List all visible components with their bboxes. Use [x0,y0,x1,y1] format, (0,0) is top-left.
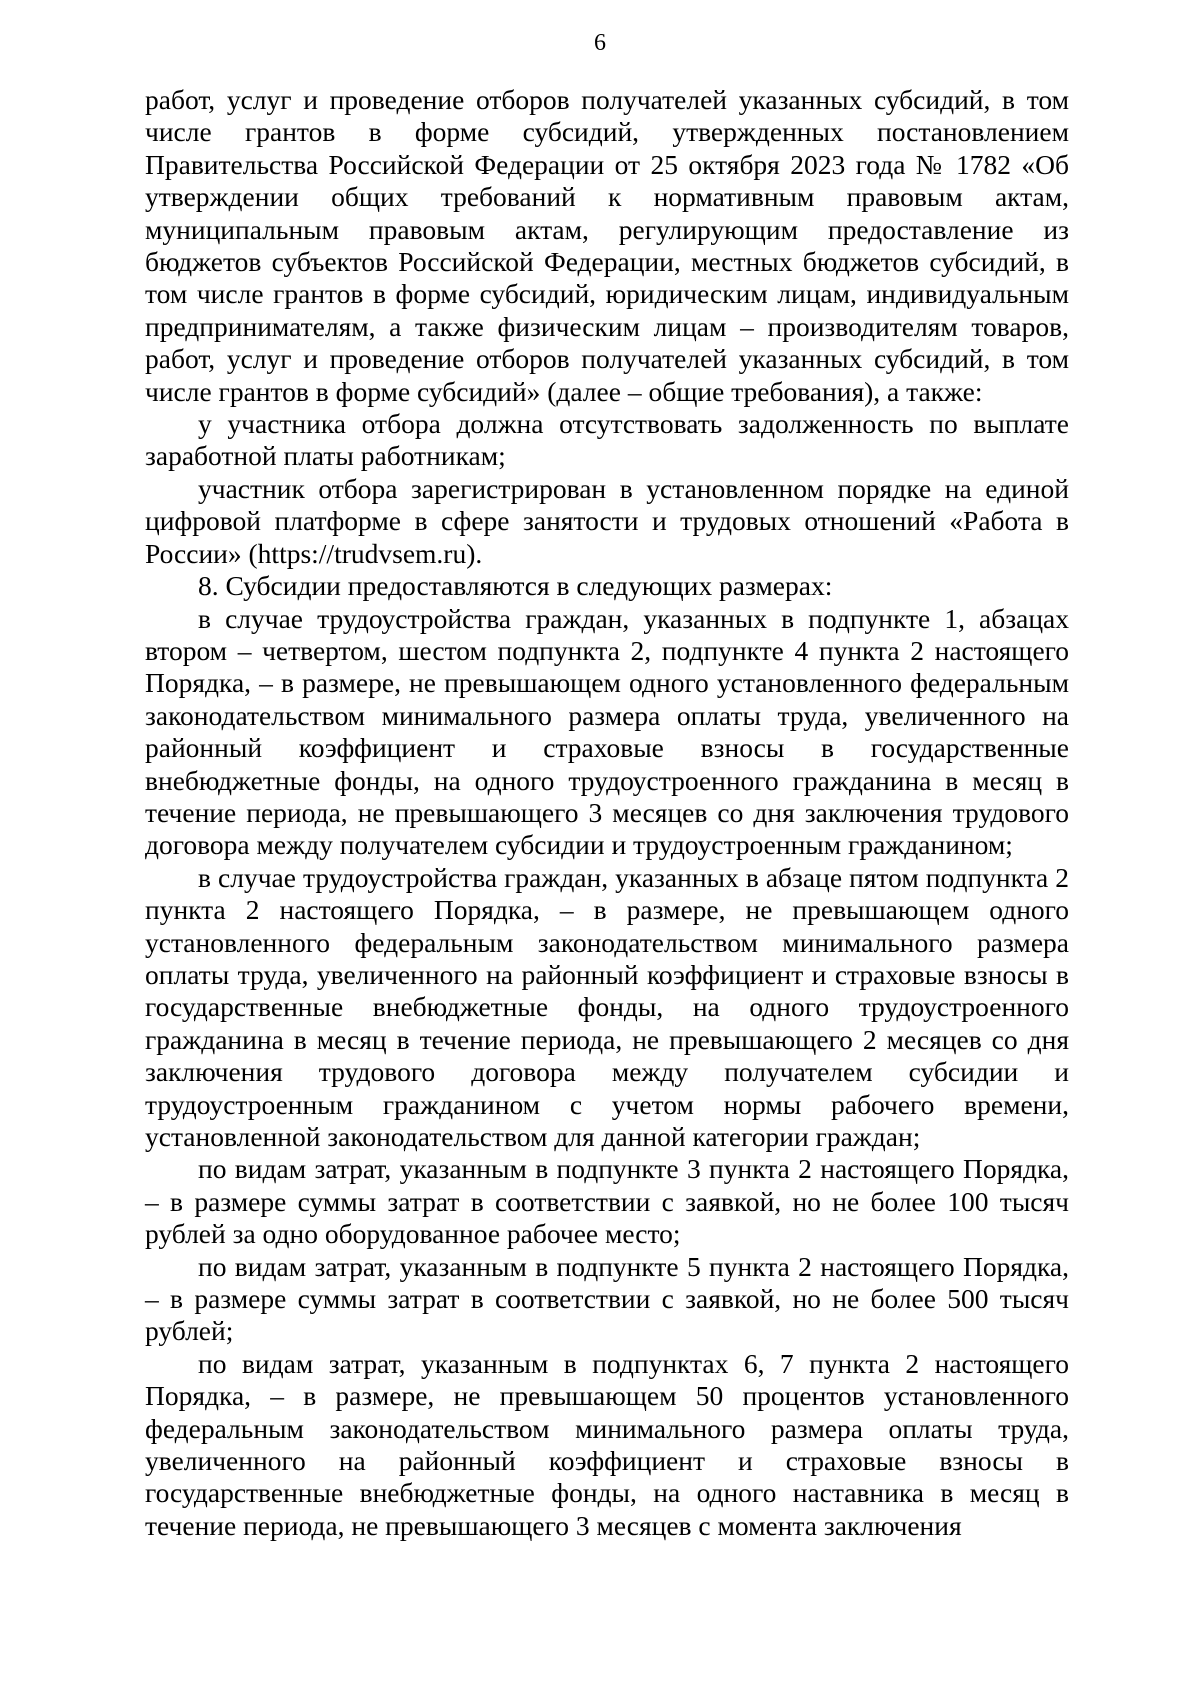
paragraph-subsidy-employment-3-months: в случае трудоустройства граждан, указанных в подпункте 1, абзацах втором – четвертом, шестом подпункта 2, подпункте 4 пункта 2 настоящего Порядка, – в размере, не превышающем одного установленного федеральным законодательством минимального размера оплаты труда, увеличенного на районный коэффициент и страховые взносы в государственные внебюджетные фонды, на одного трудоустроенного гражданина в месяц в течение периода, не превышающего 3 месяцев со дня заключения трудового договора между получателем субсидии и трудоустроенным гражданином; [145,602,1069,861]
document-body [145,84,1069,1542]
paragraph-general-requirements-continuation: работ, услуг и проведение отборов получателей указанных субсидий, в том числе грантов в форме субсидий, утвержденных постановлением Правительства Российской Федерации от 25 октября 2023 года № 1782 «Об утверждении общих требований к нормативным правовым актам, муниципальным правовым актам, регулирующим предоставление из бюджетов субъектов Российской Федерации, местных бюджетов субсидий, в том числе грантов в форме субсидий, юридическим лицам, индивидуальным предпринимателям, а также физическим лицам – производителям товаров, работ, услуг и проведение отборов получателей указанных субсидий, в том числе грантов в форме субсидий» (далее – общие требования), а также: [145,84,1069,407]
paragraph-subsidy-workplace-100k: по видам затрат, указанным в подпункте 3 пункта 2 настоящего Порядка, – в размере суммы затрат в соответствии с заявкой, но не более 100 тысяч рублей за одно оборудованное рабочее место; [145,1153,1069,1250]
paragraph-trudvsem-registration: участник отбора зарегистрирован в установленном порядке на единой цифровой платформе в сфере занятости и трудовых отношений «Работа в России» (https://trudvsem.ru). [145,472,1069,569]
paragraph-no-wage-arrears: у участника отбора должна отсутствовать задолженность по выплате заработной платы работникам; [145,408,1069,472]
paragraph-subsidy-employment-2-months: в случае трудоустройства граждан, указанных в абзаце пятом подпункта 2 пункта 2 настоящего Порядка, – в размере, не превышающем одного установленного федеральным законодательством минимального размера оплаты труда, увеличенного на районный коэффициент и страховые взносы в государственные внебюджетные фонды, на одного трудоустроенного гражданина в месяц в течение периода, не превышающего 2 месяцев со дня заключения трудового договора между получателем субсидии и трудоустроенным гражданином с учетом нормы рабочего времени, установленной законодательством для данной категории граждан; [145,861,1069,1152]
paragraph-subsidy-500k: по видам затрат, указанным в подпункте 5 пункта 2 настоящего Порядка, – в размере суммы затрат в соответствии с заявкой, но не более 500 тысяч рублей; [145,1250,1069,1347]
paragraph-section-8-heading: 8. Субсидии предоставляются в следующих размерах: [198,570,833,602]
page-number: 6 [594,30,606,56]
paragraph-subsidy-mentor: по видам затрат, указанным в подпунктах 6, 7 пункта 2 настоящего Порядка, – в размере, не превышающем 50 процентов установленного федеральным законодательством минимального размера оплаты труда, увеличенного на районный коэффициент и страховые взносы в государственные внебюджетные фонды, на одного наставника в месяц в течение периода, не превышающего 3 месяцев с момента заключения [145,1347,1069,1541]
